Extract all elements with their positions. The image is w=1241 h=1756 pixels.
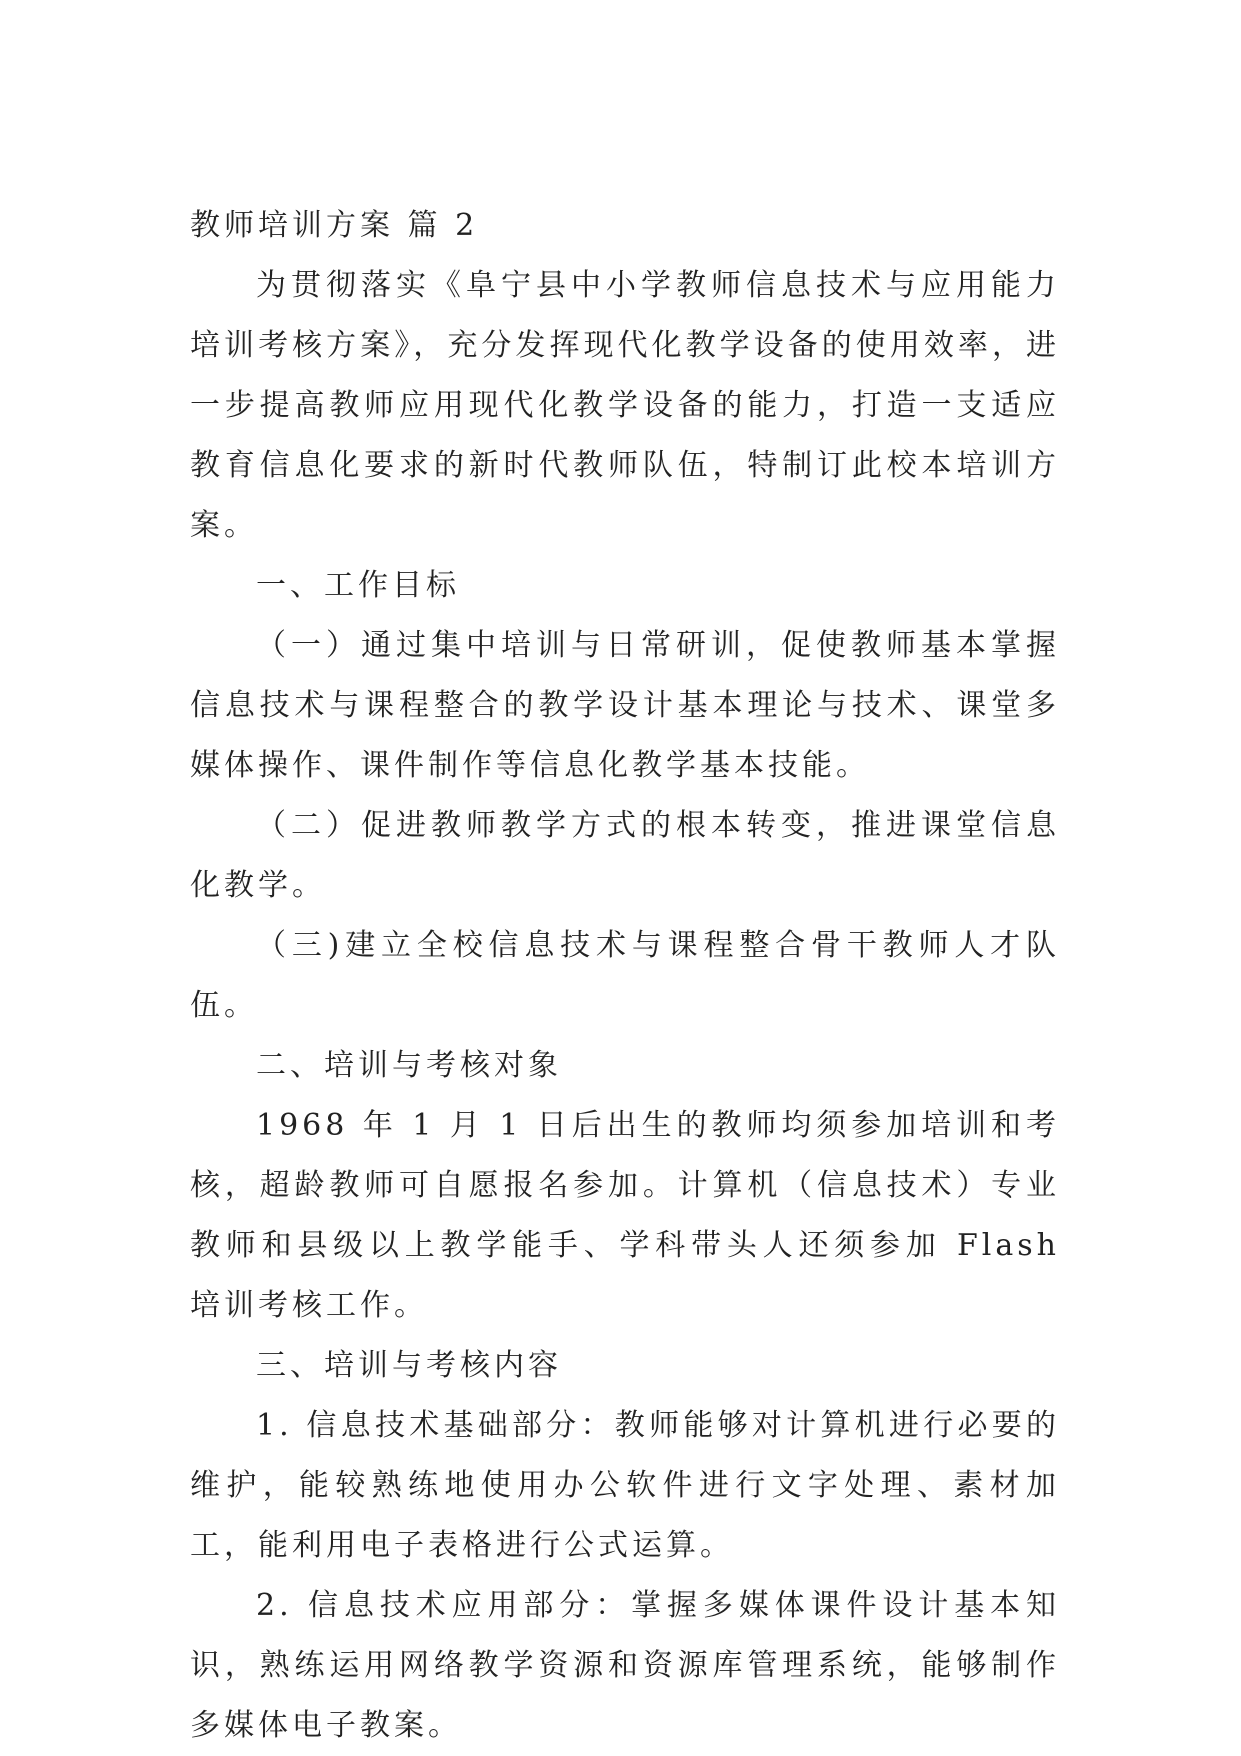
paragraph-goal-2: （二）促进教师教学方式的根本转变，推进课堂信息化教学。 [190, 808, 1060, 903]
paragraph-goal-1: （一）通过集中培训与日常研训，促使教师基本掌握信息技术与课程整合的教学设计基本理论与技术、课堂多媒体操作、课件制作等信息化教学基本技能。 [190, 628, 1060, 783]
document-title: 教师培训方案 篇 2 [190, 208, 479, 243]
document-page [190, 196, 1060, 1756]
paragraph-targets: 1968 年 1 月 1 日后出生的教师均须参加培训和考核，超龄教师可自愿报名参加。计算机（信息技术）专业教师和县级以上教学能手、学科带头人还须参加 Flash 培训考核工作。 [190, 1108, 1060, 1323]
paragraph-content-1: 1. 信息技术基础部分：教师能够对计算机进行必要的维护，能较熟练地使用办公软件进行文字处理、素材加工，能利用电子表格进行公式运算。 [190, 1408, 1060, 1563]
section-heading-targets: 二、培训与考核对象 [256, 1048, 562, 1083]
section-heading-content: 三、培训与考核内容 [256, 1348, 562, 1383]
section-heading-work-goals: 一、工作目标 [256, 568, 460, 603]
paragraph-intro: 为贯彻落实《阜宁县中小学教师信息技术与应用能力培训考核方案》，充分发挥现代化教学设备的使用效率，进一步提高教师应用现代化教学设备的能力，打造一支适应教育信息化要求的新时代教师队伍，特制订此校本培训方案。 [190, 268, 1060, 543]
paragraph-goal-3: （三)建立全校信息技术与课程整合骨干教师人才队伍。 [190, 928, 1060, 1023]
paragraph-content-2: 2. 信息技术应用部分：掌握多媒体课件设计基本知识，熟练运用网络教学资源和资源库管理系统，能够制作多媒体电子教案。 [190, 1588, 1060, 1743]
